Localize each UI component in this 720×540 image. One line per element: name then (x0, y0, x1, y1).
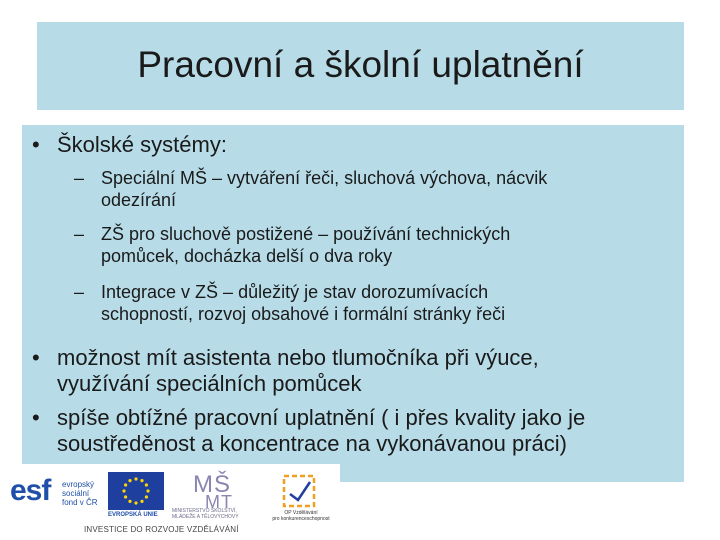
sub-item-text: ZŠ pro sluchově postižené – používání technických pomůcek, docházka delší o dva roky (101, 224, 511, 266)
sub-item-text: Speciální MŠ – vytváření řeči, sluchová výchova, nácvik odezírání (101, 168, 548, 210)
op-logo (278, 474, 322, 508)
bullet-icon: • (32, 405, 40, 430)
content-box (22, 125, 684, 482)
sub-item-text: Integrace v ZŠ – důležitý je stav dorozumívacích schopností, rozvoj obsahové i formální stránky řeči (101, 282, 506, 324)
esf-logo-text: evropský sociální fond v ČR (62, 480, 98, 507)
msmt-text: MINISTERSTVO ŠKOLSTVÍ, MLÁDEŽE A TĚLOVÝCHOVY (172, 508, 239, 520)
bullet-icon: • (32, 132, 40, 157)
bullet-text: spíše obtížné pracovní uplatnění ( i přes kvality jako je soustředěnost a koncentrace na vykonávanou práci) (57, 405, 586, 456)
investice-slogan: INVESTICE DO ROZVOJE VZDĚLÁVÁNÍ (84, 525, 239, 534)
bullet-icon: • (32, 345, 40, 370)
dash-icon: – (74, 224, 85, 244)
title-box (37, 22, 684, 110)
bullet-text: možnost mít asistenta nebo tlumočníka při výuce, využívání speciálních pomůcek (57, 345, 539, 396)
svg-text:MŠ: MŠ (193, 471, 231, 498)
eu-text: EVROPSKÁ UNIE (108, 512, 158, 518)
logo-strip (0, 464, 340, 540)
op-text: OP Vzdělávání pro konkurenceschopnost (272, 510, 330, 522)
svg-text:MT: MT (205, 492, 233, 512)
bullet-text: Školské systémy: (57, 132, 227, 157)
esf-logo: esf (10, 474, 51, 507)
dash-icon: – (74, 168, 85, 188)
dash-icon: – (74, 282, 85, 302)
eu-flag-icon (108, 472, 164, 510)
slide-title: Pracovní a školní uplatnění (137, 44, 584, 85)
